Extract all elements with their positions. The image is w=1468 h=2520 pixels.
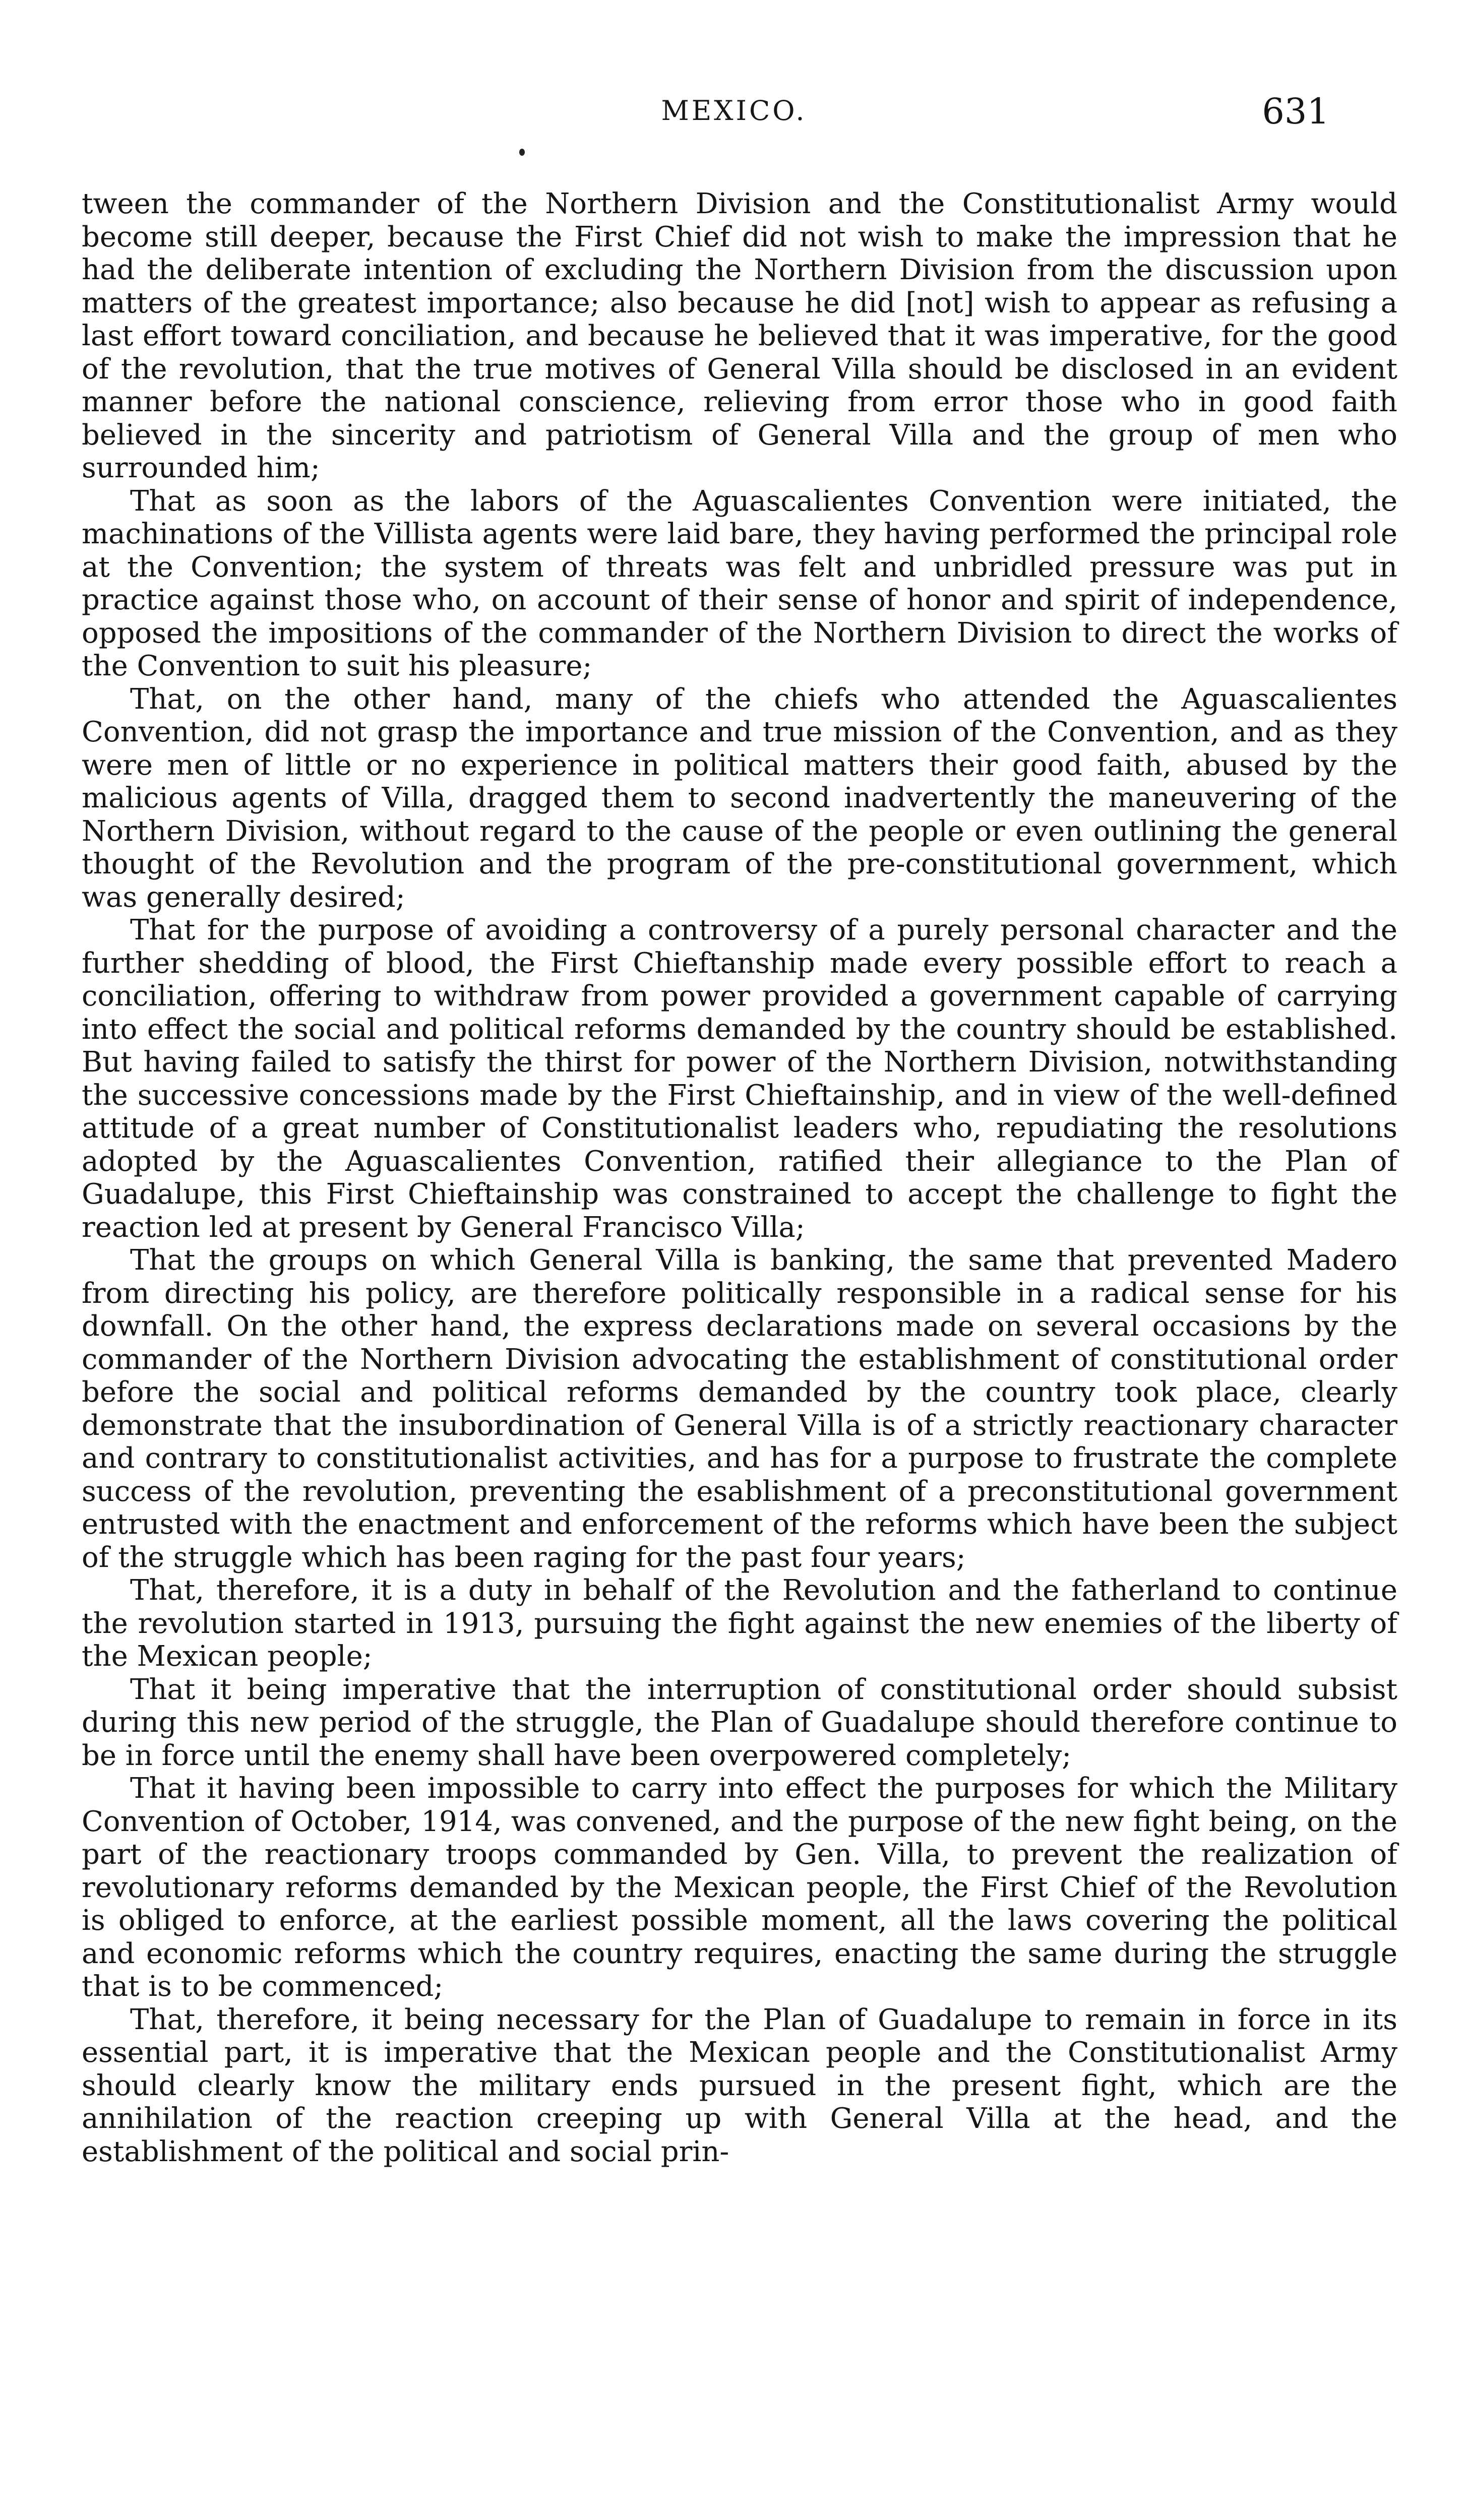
- paragraph: That, therefore, it being necessary for the Plan of Guadalupe to remain in force in its essential part, it is imperative that the Mexican people and the Constitutionalist Army should clearly know the military ends pursued in the present fight, which are the annihilation of the reaction creeping up with General Villa at the head, and the establishment of the political and social prin-: [82, 2003, 1397, 2168]
- ink-speck: [519, 149, 525, 156]
- page-header-title: MEXICO.: [661, 95, 807, 127]
- running-head: [81, 91, 1387, 136]
- paragraph: That it having been impossible to carry into effect the purposes for which the Military Convention of October, 1914, was convened, and the purpose of the new fight being, on the part of the reactionary troops commanded by Gen. Villa, to prevent the realization of revolutionary reforms demanded by the Mexican people, the First Chief of the Revolution is obliged to enforce, at the earliest possible moment, all the laws covering the political and economic reforms which the country requires, enacting the same during the struggle that is to be commenced;: [82, 1772, 1397, 2003]
- paragraph: That the groups on which General Villa is banking, the same that prevented Madero from directing his policy, are therefore politically responsible in a radical sense for his downfall. On the other hand, the express declarations made on several occasions by the commander of the Northern Division advocating the establishment of constitutional order before the social and political reforms demanded by the country took place, clearly demonstrate that the insubordination of General Villa is of a strictly reactionary character and contrary to constitutionalist activities, and has for a purpose to frustrate the complete success of the revolution, preventing the esablishment of a preconstitutional government entrusted with the enactment and enforcement of the reforms which have been the subject of the struggle which has been raging for the past four years;: [82, 1244, 1397, 1574]
- paragraph: tween the commander of the Northern Division and the Constitutionalist Army would become still deeper, because the First Chief did not wish to make the impression that he had the deliberate intention of excluding the Northern Division from the discussion upon matters of the greatest importance; also because he did [not] wish to appear as refusing a last effort toward conciliation, and because he believed that it was imperative, for the good of the revolution, that the true motives of General Villa should be disclosed in an evident manner before the national conscience, relieving from error those who in good faith believed in the sincerity and patriotism of General Villa and the group of men who surrounded him;: [82, 187, 1397, 484]
- paragraph: That, on the other hand, many of the chiefs who attended the Aguascalientes Convention, did not grasp the importance and true mission of the Convention, and as they were men of little or no experience in political matters their good faith, abused by the malicious agents of Villa, dragged them to second inadvertently the maneuvering of the Northern Division, without regard to the cause of the people or even outlining the general thought of the Revolution and the program of the pre-constitutional government, which was generally desired;: [82, 682, 1397, 914]
- paragraph: That for the purpose of avoiding a controversy of a purely personal character and the further shedding of blood, the First Chieftanship made every possible effort to reach a conciliation, offering to withdraw from power provided a government capable of carrying into effect the social and political reforms demanded by the country should be established. But having failed to satisfy the thirst for power of the Northern Division, notwithstanding the successive concessions made by the First Chieftainship, and in view of the well-defined attitude of a great number of Constitutionalist leaders who, repudiating the resolutions adopted by the Aguascalientes Convention, ratified their allegiance to the Plan of Guadalupe, this First Chieftainship was constrained to accept the challenge to fight the reaction led at present by General Francisco Villa;: [82, 914, 1397, 1244]
- paragraph: That as soon as the labors of the Aguascalientes Convention were initiated, the machinations of the Villista agents were laid bare, they having performed the principal role at the Convention; the system of threats was felt and unbridled pressure was put in practice against those who, on account of their sense of honor and spirit of independence, opposed the impositions of the commander of the Northern Division to direct the works of the Convention to suit his pleasure;: [82, 484, 1397, 682]
- paragraph: That, therefore, it is a duty in behalf of the Revolution and the fatherland to continue the revolution started in 1913, pursuing the fight against the new enemies of the liberty of the Mexican people;: [82, 1574, 1397, 1673]
- page-number: 631: [1262, 91, 1329, 132]
- body-text: [82, 187, 1397, 2168]
- paragraph: That it being imperative that the interruption of constitutional order should subsist during this new period of the struggle, the Plan of Guadalupe should therefore continue to be in force until the enemy shall have been overpowered completely;: [82, 1673, 1397, 1772]
